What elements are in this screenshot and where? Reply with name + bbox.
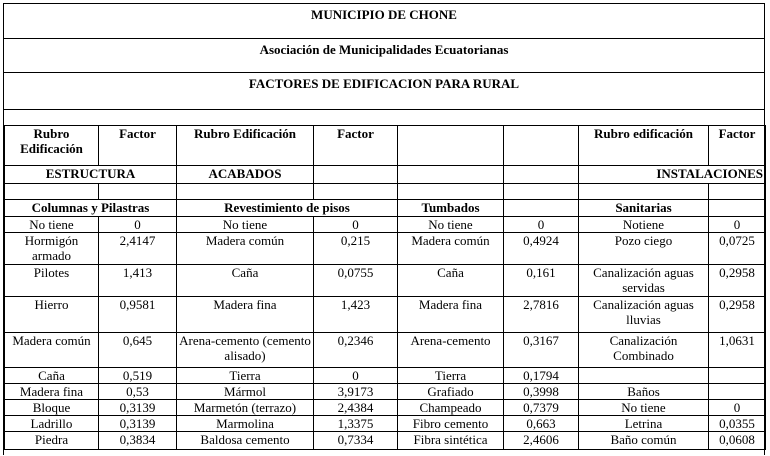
factor-cell: 0,3139 bbox=[99, 416, 177, 432]
factor-cell: 0,7334 bbox=[314, 432, 398, 450]
factor-cell: 0 bbox=[709, 217, 766, 233]
rubro-cell: Arena-cemento bbox=[398, 333, 504, 368]
factor-cell: 0,645 bbox=[99, 333, 177, 368]
factor-cell: 0,4924 bbox=[504, 233, 579, 265]
spacer-strip bbox=[4, 110, 764, 126]
rubro-cell: Bloque bbox=[5, 400, 99, 416]
rubro-cell: Arena-cemento (cemento alisado) bbox=[177, 333, 314, 368]
empty-cell bbox=[398, 126, 504, 166]
factor-cell bbox=[709, 384, 766, 400]
factor-cell: 1,413 bbox=[99, 265, 177, 297]
factor-cell: 3,9173 bbox=[314, 384, 398, 400]
factor-cell: 0,53 bbox=[99, 384, 177, 400]
asociacion-title: Asociación de Municipalidades Ecuatorianas bbox=[4, 39, 764, 73]
factor-cell: 0,215 bbox=[314, 233, 398, 265]
empty-cell bbox=[504, 200, 579, 217]
factor-cell: 0,663 bbox=[504, 416, 579, 432]
empty-cell bbox=[314, 166, 398, 184]
factor-cell: 2,4147 bbox=[99, 233, 177, 265]
table-row bbox=[5, 265, 766, 297]
rubro-cell: Caña bbox=[5, 368, 99, 384]
factor-cell: 0 bbox=[99, 217, 177, 233]
rubro-cell: Pilotes bbox=[5, 265, 99, 297]
factor-cell: 0,2958 bbox=[709, 265, 766, 297]
factor-cell: 0,7379 bbox=[504, 400, 579, 416]
empty-cell bbox=[709, 200, 766, 217]
subgroup-tumbados: Tumbados bbox=[398, 200, 504, 217]
col-factor-2: Factor bbox=[314, 126, 398, 166]
rubro-cell: Canalización aguas lluvias bbox=[579, 297, 709, 333]
rubro-cell: Baldosa cemento bbox=[177, 432, 314, 450]
rubro-cell: Baño común bbox=[579, 432, 709, 450]
rubro-cell bbox=[579, 368, 709, 384]
factor-cell: 0,0608 bbox=[709, 432, 766, 450]
rubro-cell: No tiene bbox=[579, 400, 709, 416]
rubro-cell: Madera común bbox=[398, 233, 504, 265]
table-row bbox=[5, 432, 766, 450]
group-acabados: ACABADOS bbox=[177, 166, 314, 184]
factores-sheet bbox=[3, 3, 765, 455]
table-row bbox=[5, 400, 766, 416]
factor-cell: 0,3139 bbox=[99, 400, 177, 416]
subgroup-sanitarias: Sanitarias bbox=[579, 200, 709, 217]
rubro-cell: Madera común bbox=[5, 333, 99, 368]
factor-cell: 2,4606 bbox=[504, 432, 579, 450]
table-row bbox=[5, 217, 766, 233]
factor-cell: 0,2958 bbox=[709, 297, 766, 333]
factor-cell: 0 bbox=[314, 217, 398, 233]
rubro-cell: Ladrillo bbox=[5, 416, 99, 432]
group-row bbox=[5, 166, 766, 184]
table-row bbox=[5, 416, 766, 432]
factor-cell: 1,423 bbox=[314, 297, 398, 333]
col-rubro-edificacion-1: Rubro Edificación bbox=[5, 126, 99, 166]
rubro-cell: Mármol bbox=[177, 384, 314, 400]
table-row bbox=[5, 297, 766, 333]
rubro-cell: Caña bbox=[398, 265, 504, 297]
rubro-cell: Canalización Combinado bbox=[579, 333, 709, 368]
subgroup-revestimiento: Revestimiento de pisos bbox=[177, 200, 398, 217]
subgroup-columnas: Columnas y Pilastras bbox=[5, 200, 177, 217]
factor-cell: 0,0725 bbox=[709, 233, 766, 265]
column-header-row bbox=[5, 126, 766, 166]
factor-cell: 2,4384 bbox=[314, 400, 398, 416]
rubro-cell: Hormigón armado bbox=[5, 233, 99, 265]
group-estructura: ESTRUCTURA bbox=[5, 166, 177, 184]
factores-title: FACTORES DE EDIFICACION PARA RURAL bbox=[4, 73, 764, 110]
rubro-cell: Piedra bbox=[5, 432, 99, 450]
rubro-cell: Canalización aguas servidas bbox=[579, 265, 709, 297]
factor-cell bbox=[709, 368, 766, 384]
blank-row bbox=[5, 184, 766, 200]
rubro-cell: Fibro cemento bbox=[398, 416, 504, 432]
factor-cell: 0,519 bbox=[99, 368, 177, 384]
factor-cell: 0 bbox=[709, 400, 766, 416]
factor-cell: 0 bbox=[314, 368, 398, 384]
rubro-cell: No tiene bbox=[5, 217, 99, 233]
factor-cell: 0,3834 bbox=[99, 432, 177, 450]
empty-cell bbox=[504, 126, 579, 166]
empty-cell bbox=[504, 166, 579, 184]
rubro-cell: Caña bbox=[177, 265, 314, 297]
group-instalaciones: INSTALACIONES bbox=[579, 166, 766, 184]
rubro-cell: No tiene bbox=[177, 217, 314, 233]
rubro-cell: No tiene bbox=[398, 217, 504, 233]
col-factor-3: Factor bbox=[709, 126, 766, 166]
factor-cell: 0,3167 bbox=[504, 333, 579, 368]
subgroup-row bbox=[5, 200, 766, 217]
rubro-cell: Baños bbox=[579, 384, 709, 400]
rubro-cell: Tierra bbox=[398, 368, 504, 384]
table-row bbox=[5, 368, 766, 384]
factor-cell: 1,0631 bbox=[709, 333, 766, 368]
col-rubro-edificacion-3: Rubro edificación bbox=[579, 126, 709, 166]
rubro-cell: Letrina bbox=[579, 416, 709, 432]
factor-cell: 0,1794 bbox=[504, 368, 579, 384]
col-factor-1: Factor bbox=[99, 126, 177, 166]
rubro-cell: Tierra bbox=[177, 368, 314, 384]
factor-cell: 0 bbox=[504, 217, 579, 233]
factor-cell: 1,3375 bbox=[314, 416, 398, 432]
factor-cell: 0,9581 bbox=[99, 297, 177, 333]
rubro-cell: Champeado bbox=[398, 400, 504, 416]
municipio-title: MUNICIPIO DE CHONE bbox=[4, 4, 764, 39]
factor-cell: 0,0755 bbox=[314, 265, 398, 297]
factor-cell: 0,3998 bbox=[504, 384, 579, 400]
factor-cell: 0,0355 bbox=[709, 416, 766, 432]
rubro-cell: Madera fina bbox=[398, 297, 504, 333]
factor-cell: 2,7816 bbox=[504, 297, 579, 333]
factor-cell: 0,2346 bbox=[314, 333, 398, 368]
table-row bbox=[5, 333, 766, 368]
rubro-cell: Madera fina bbox=[177, 297, 314, 333]
rubro-cell: Madera fina bbox=[5, 384, 99, 400]
col-rubro-edificacion-2: Rubro Edificación bbox=[177, 126, 314, 166]
rubro-cell: Notiene bbox=[579, 217, 709, 233]
rubro-cell: Grafiado bbox=[398, 384, 504, 400]
rubro-cell: Pozo ciego bbox=[579, 233, 709, 265]
table-row bbox=[5, 233, 766, 265]
factor-cell: 0,161 bbox=[504, 265, 579, 297]
empty-cell bbox=[398, 166, 504, 184]
rubro-cell: Fibra sintética bbox=[398, 432, 504, 450]
rubro-cell: Marmolina bbox=[177, 416, 314, 432]
factores-table bbox=[4, 125, 766, 450]
rubro-cell: Madera común bbox=[177, 233, 314, 265]
rubro-cell: Marmetón (terrazo) bbox=[177, 400, 314, 416]
table-row bbox=[5, 384, 766, 400]
rubro-cell: Hierro bbox=[5, 297, 99, 333]
